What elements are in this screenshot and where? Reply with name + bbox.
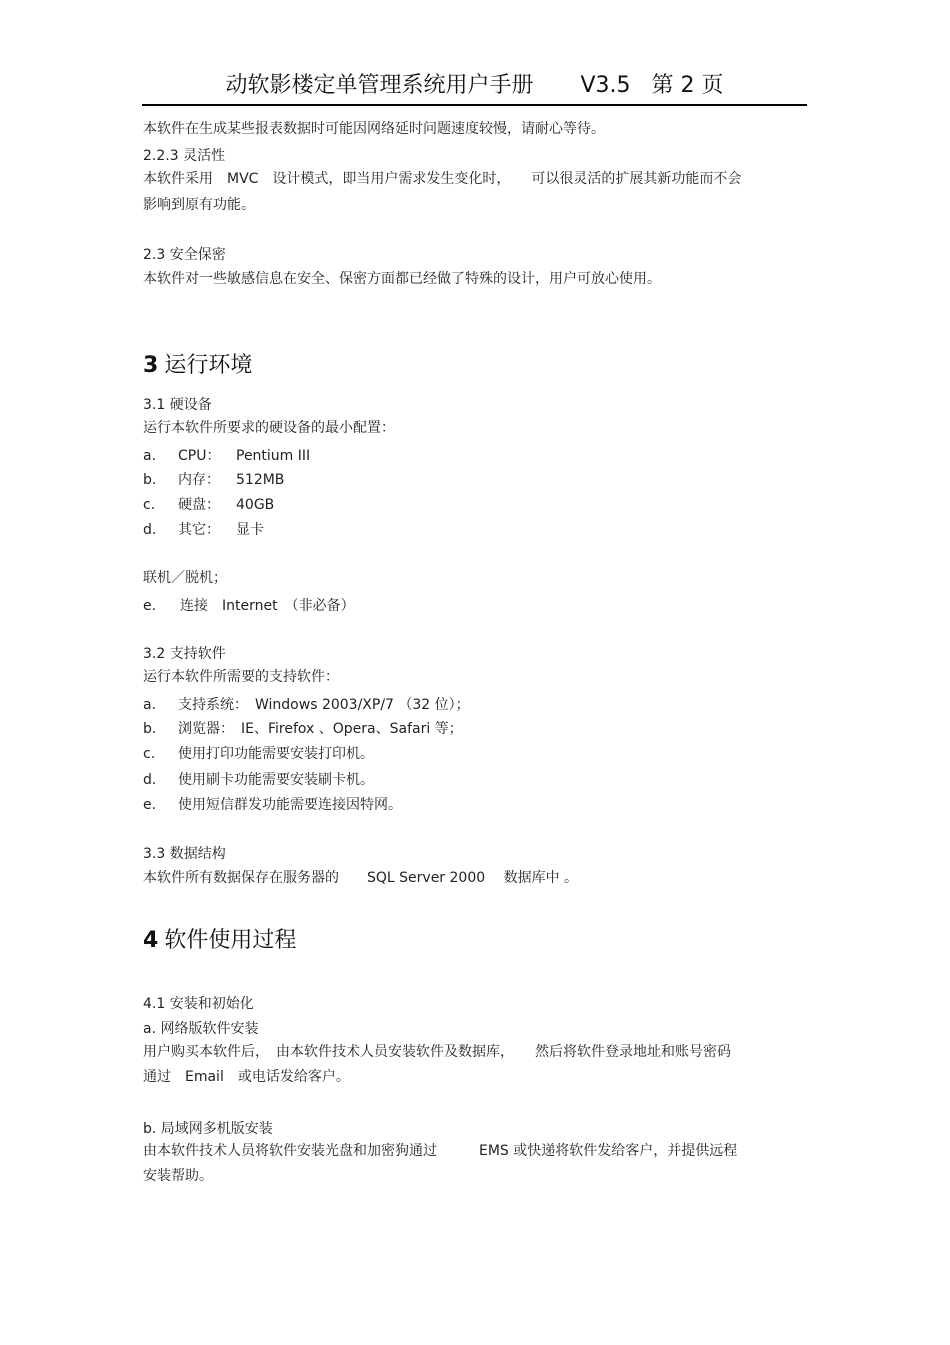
software-item: d. 使用刷卡功能需要安装刷卡机。 xyxy=(143,772,374,788)
network-install-line-2: 通过 Email 或电话发给客户。 xyxy=(143,1069,350,1085)
flexibility-line-1: 本软件采用 MVC 设计模式，即当用户需求发生变化时， 可以很灵活的扩展其新功能而不会 xyxy=(143,171,742,187)
section-4-number: 4 xyxy=(143,928,159,953)
section-4-heading xyxy=(143,927,296,955)
heading-3-2: 3.2 支持软件 xyxy=(143,646,226,662)
section-3-heading xyxy=(143,352,252,380)
software-item: b. 浏览器： IE、Firefox 、Opera、Safari 等； xyxy=(143,721,463,737)
network-install-line-1: 用户购买本软件后， 由本软件技术人员安装软件及数据库， 然后将软件登录地址和账号密码 xyxy=(143,1044,731,1060)
heading-3-3: 3.3 数据结构 xyxy=(143,846,226,862)
heading-2-2-3: 2.2.3 灵活性 xyxy=(143,148,226,164)
flexibility-line-2: 影响到原有功能。 xyxy=(143,197,255,213)
version-label: V3.5 xyxy=(580,73,631,98)
network-item: e. 连接 Internet （非必备） xyxy=(143,598,355,614)
database-text: 本软件所有数据保存在服务器的 SQL Server 2000 数据库中 。 xyxy=(143,870,579,886)
lan-install-line-2: 安装帮助。 xyxy=(143,1168,213,1184)
lan-install-line-1: 由本软件技术人员将软件安装光盘和加密狗通过 EMS 或快递将软件发给客户，并提供远程 xyxy=(143,1143,738,1159)
online-offline-label: 联机／脱机； xyxy=(143,570,227,586)
hardware-item-memory: b. 内存： 512MB xyxy=(143,472,285,488)
performance-note: 本软件在生成某些报表数据时可能因网络延时问题速度较慢，请耐心等待。 xyxy=(143,121,605,137)
hardware-item-cpu: a. CPU： Pentium III xyxy=(143,448,311,464)
software-item: e. 使用短信群发功能需要连接因特网。 xyxy=(143,797,402,813)
section-3-title: 运行环境 xyxy=(164,353,253,378)
page-header xyxy=(142,68,807,106)
network-install-title: a. 网络版软件安装 xyxy=(143,1021,259,1037)
heading-3-1: 3.1 硬设备 xyxy=(143,397,212,413)
software-item: c. 使用打印功能需要安装打印机。 xyxy=(143,746,374,762)
security-text: 本软件对一些敏感信息在安全、保密方面都已经做了特殊的设计，用户可放心使用。 xyxy=(143,271,661,287)
heading-2-3: 2.3 安全保密 xyxy=(143,247,226,263)
section-3-number: 3 xyxy=(143,353,159,378)
hardware-intro: 运行本软件所要求的硬设备的最小配置： xyxy=(143,420,395,436)
lan-install-title: b. 局域网多机版安装 xyxy=(143,1121,273,1137)
heading-4-1: 4.1 安装和初始化 xyxy=(143,996,254,1012)
hardware-item-other: d. 其它： 显卡 xyxy=(143,522,264,538)
software-intro: 运行本软件所需要的支持软件： xyxy=(143,669,339,685)
software-item: a. 支持系统： Windows 2003/XP/7 （32 位）； xyxy=(143,697,470,713)
section-4-title: 软件使用过程 xyxy=(164,928,297,953)
hardware-item-disk: c. 硬盘： 40GB xyxy=(143,497,275,513)
page-number: 第 2 页 xyxy=(651,73,724,98)
manual-title: 动软影楼定单管理系统用户手册 xyxy=(225,73,534,98)
